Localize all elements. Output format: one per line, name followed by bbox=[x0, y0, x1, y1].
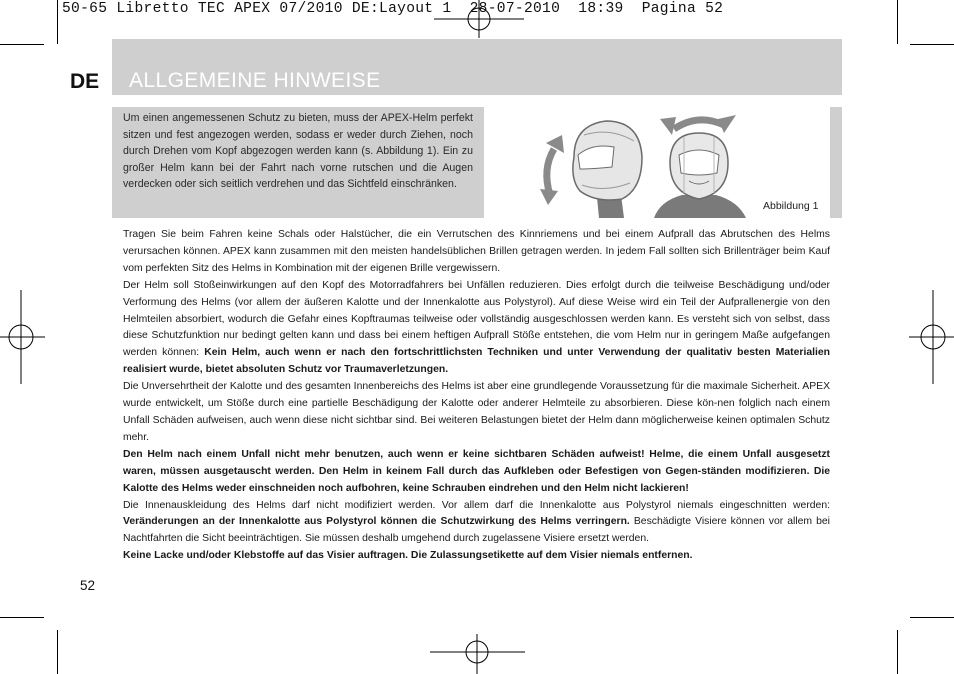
print-slug: 50-65 Libretto TEC APEX 07/2010 DE:Layout 1 28-07-2010 18:39 Pagina 52 bbox=[62, 1, 724, 17]
crop-mark bbox=[0, 617, 44, 618]
helmet-side-view bbox=[573, 121, 642, 218]
paragraph: Die Unversehrtheit der Kalotte und des gesamten Innenbereichs des Helms ist aber eine grundlegende Voraussetzung für die maximale Sicherheit. APEX wurde entwickelt, um Stöße durch eine partielle Beschädigung der Kalotte oder anderer Helmteile zu absorbieren. Diese kön-nen folglich nach einem Unfall Schäden aufweisen, auch wenn diese nicht sichtbar sind. Bei weiteren Belastungen bietet der Helm dann möglicherweise keinen optimalen Schutz mehr. bbox=[123, 381, 830, 443]
emphasis: Veränderungen an der Innenkalotte aus Polystyrol können die Schutzwirkung des Helms verringern. bbox=[123, 516, 630, 528]
crop-mark bbox=[897, 0, 898, 44]
warning-paragraph: Den Helm nach einem Unfall nicht mehr benutzen, auch wenn er keine sichtbaren Schäden aufweist! Helme, die einem Unfall ausgesetzt waren, müssen ausgetauscht werden. Den Helm in keinem Fall durch das Aufkleben oder Befestigen von Gegen-ständen modifizieren. Die Kalotte des Helms weder einschneiden noch aufbohren, keine Schrauben eindrehen und den Helm nicht lackieren! bbox=[123, 448, 830, 494]
helmet-front-view bbox=[654, 133, 746, 218]
registration-mark-right bbox=[909, 290, 954, 384]
registration-mark-left bbox=[0, 290, 45, 384]
paragraph: Die Innenauskleidung des Helms darf nicht modifiziert werden. Vor allem darf die Innenkalotte aus Polystyrol niemals eingeschnitten werden: Veränderungen an der Innenkalotte aus Polystyrol können die Schutzwirkung des Helms verringern. Beschädigte Visiere können vor allem bei Nachtfahrten die Sicht beeinträchtigen. Sie müssen deshalb umgehend durch zugelassene Visiere ersetzt werden. bbox=[123, 499, 830, 545]
crop-mark bbox=[897, 630, 898, 674]
rotate-arrow-icon bbox=[660, 115, 736, 135]
registration-mark-bottom bbox=[430, 634, 525, 674]
figure-caption: Abbildung 1 bbox=[763, 200, 819, 212]
rotate-arrow-icon bbox=[540, 135, 564, 205]
section-title: ALLGEMEINE HINWEISE bbox=[129, 69, 381, 92]
warning-paragraph: Keine Lacke und/oder Klebstoffe auf das Visier auftragen. Die Zulassungsetikette auf dem Visier niemals entfernen. bbox=[123, 550, 693, 562]
crop-mark bbox=[910, 44, 954, 45]
emphasis: Kein Helm, auch wenn er nach den fortschrittlichsten Techniken und unter Verwendung der qualitativ besten Materialien realisiert wurde, bietet absoluten Schutz vor Traumaverletzungen. bbox=[123, 347, 831, 376]
intro-text: Um einen angemessenen Schutz zu bieten, muss der APEX-Helm perfekt sitzen und fest angezogen werden, sodass er weder durch Ziehen, noch durch Drehen vom Kopf abgezogen werden kann (s. Abbildung 1). Ein zu großer Helm kann bei der Fahrt nach vorne rutschen und die Augen verdecken oder sich seitlich verdrehen und das Sichtfeld einschränken. bbox=[123, 112, 473, 190]
crop-mark bbox=[910, 617, 954, 618]
paragraph: Tragen Sie beim Fahren keine Schals oder Halstücher, die ein Verrutschen des Kinnriemens und bei einem Aufprall das Abrutschen des Helms verursachen können. APEX kann zusammen mit den meisten handelsüblichen Brillen getragen werden. In jedem Fall sollten sich Brillenträger beim Kauf vom perfekten Sitz des Helms in Kombination mit der eigenen Brille vergewissern. bbox=[123, 229, 830, 274]
page-number: 52 bbox=[80, 578, 96, 593]
language-code: DE bbox=[70, 70, 100, 93]
crop-mark bbox=[57, 630, 58, 674]
body-text bbox=[123, 227, 830, 565]
paragraph: Der Helm soll Stoßeinwirkungen auf den Kopf des Motorradfahrers bei Unfällen reduzieren. Dies erfolgt durch die teilweise Beschädigung und/oder Verformung des Helms (vor allem der äußeren Kalotte und der Innenkalotte aus Polystyrol). Auf diese Weise wird ein Teil der Aufprallenergie von den Helmteilen absorbiert, wodurch die Gefahr eines Kopftraumas teilweise oder vollständig ausgeschlossen werden kann. Es versteht sich von selbst, dass diese Schutzfunktion nur bedingt gelten kann und dass bei einem heftigen Aufprall Stöße entstehen, die vom Helm nur in geringem Maße aufgefangen werden können: Kein Helm, auch wenn er nach den fortschrittlichsten Techniken und unter Verwendung der qualitativ besten Materialien realisiert wurde, bietet absoluten Schutz vor Traumaverletzungen. bbox=[123, 279, 831, 376]
crop-mark bbox=[0, 44, 44, 45]
crop-mark bbox=[57, 0, 58, 44]
